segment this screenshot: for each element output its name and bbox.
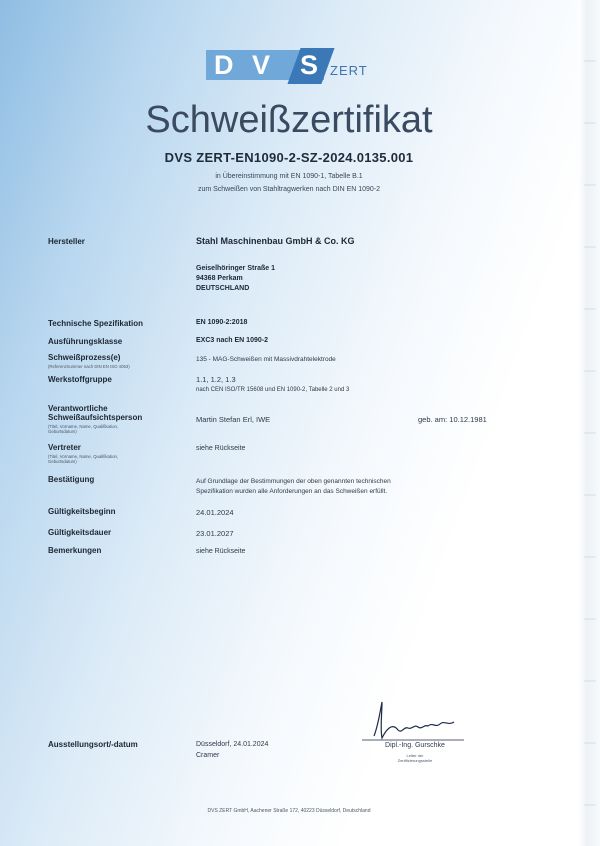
- label-werkstoff: Werkstoffgruppe: [48, 375, 112, 384]
- value-beginn: 24.01.2024: [196, 508, 234, 517]
- value-bestaetigung-2: Spezifikation wurden alle Anforderungen an das Schweißen erfüllt.: [196, 488, 388, 495]
- value-bestaetigung-1: Auf Grundlage der Bestimmungen der oben genannten technischen: [196, 478, 391, 485]
- label-vertreter: Vertreter: [48, 443, 81, 452]
- value-street: Geiselhöringer Straße 1: [196, 265, 275, 272]
- page-edge-pattern: [584, 0, 596, 846]
- label-ausstellung: Ausstellungsort/-datum: [48, 740, 138, 749]
- value-werkstoff-note: nach CEN ISO/TR 15608 und EN 1090-2, Tabelle 2 und 3: [196, 387, 350, 393]
- value-city: 94368 Perkam: [196, 275, 243, 282]
- signer-role-1: Leiter der: [406, 753, 424, 758]
- label-dauer: Gültigkeitsdauer: [48, 528, 112, 537]
- label-bemerkungen: Bemerkungen: [48, 546, 102, 555]
- document-title: Schweißzertifikat: [145, 99, 433, 141]
- signature-block: [360, 700, 470, 770]
- logo-letter-d: D: [214, 50, 234, 80]
- signature-scribble: [360, 700, 470, 744]
- label-hersteller: Hersteller: [48, 237, 85, 246]
- label-bestaetigung: Bestätigung: [48, 475, 95, 484]
- sublabel-vertreter-1: (Titel, Vorname, Name, Qualifikation,: [48, 454, 119, 459]
- label-klasse: Ausführungsklasse: [48, 337, 123, 346]
- value-spezifikation: EN 1090-2:2018: [196, 319, 248, 326]
- value-aufsicht-name: Martin Stefan Erl, IWE: [196, 415, 271, 424]
- value-werkstoff: 1.1, 1.2, 1.3: [196, 375, 236, 384]
- logo-letter-v: V: [252, 50, 271, 80]
- value-ausstellung-person: Cramer: [196, 752, 220, 759]
- sublabel-prozess: (Referenznummer nach DIN EN ISO 4063): [48, 364, 130, 369]
- value-aufsicht-birth: geb. am: 10.12.1981: [418, 415, 487, 424]
- label-spezifikation: Technische Spezifikation: [48, 319, 143, 328]
- value-ausstellung-ort: Düsseldorf, 24.01.2024: [196, 741, 269, 748]
- value-prozess: 135 - MAG-Schweißen mit Massivdrahtelektrode: [196, 356, 336, 363]
- signer-role-2: Zertifizierungsstelle: [397, 758, 433, 763]
- value-vertreter: siehe Rückseite: [196, 445, 246, 452]
- value-klasse: EXC3 nach EN 1090-2: [196, 337, 268, 344]
- sublabel-aufsicht-2: Geburtsdatum): [48, 429, 77, 434]
- certificate-number: DVS ZERT-EN1090-2-SZ-2024.0135.001: [164, 150, 414, 165]
- label-prozess: Schweißprozess(e): [48, 353, 121, 362]
- value-dauer: 23.01.2027: [196, 529, 234, 538]
- sublabel-vertreter-2: Geburtsdatum): [48, 459, 77, 464]
- dvs-zert-logo: [206, 50, 366, 84]
- footer-address: DVS ZERT GmbH, Aachener Straße 172, 40223 Düsseldorf, Deutschland: [207, 808, 371, 814]
- value-company: Stahl Maschinenbau GmbH & Co. KG: [196, 236, 355, 246]
- signer-name: Dipl.-Ing. Gurschke: [385, 742, 445, 749]
- value-country: DEUTSCHLAND: [196, 285, 250, 292]
- logo-letter-s: S: [300, 50, 319, 80]
- subtitle-line-1: in Übereinstimmung mit EN 1090-1, Tabelle B.1: [215, 173, 363, 180]
- logo-suffix: ZERT: [330, 63, 368, 78]
- sublabel-aufsicht-1: (Titel, Vorname, Name, Qualifikation,: [48, 424, 119, 429]
- label-aufsicht-2: Schweißaufsichtsperson: [48, 413, 143, 422]
- value-bemerkungen: siehe Rückseite: [196, 548, 246, 555]
- subtitle-line-2: zum Schweißen von Stahltragwerken nach DIN EN 1090-2: [197, 186, 381, 193]
- label-aufsicht-1: Verantwortliche: [48, 404, 108, 413]
- label-beginn: Gültigkeitsbeginn: [48, 507, 116, 516]
